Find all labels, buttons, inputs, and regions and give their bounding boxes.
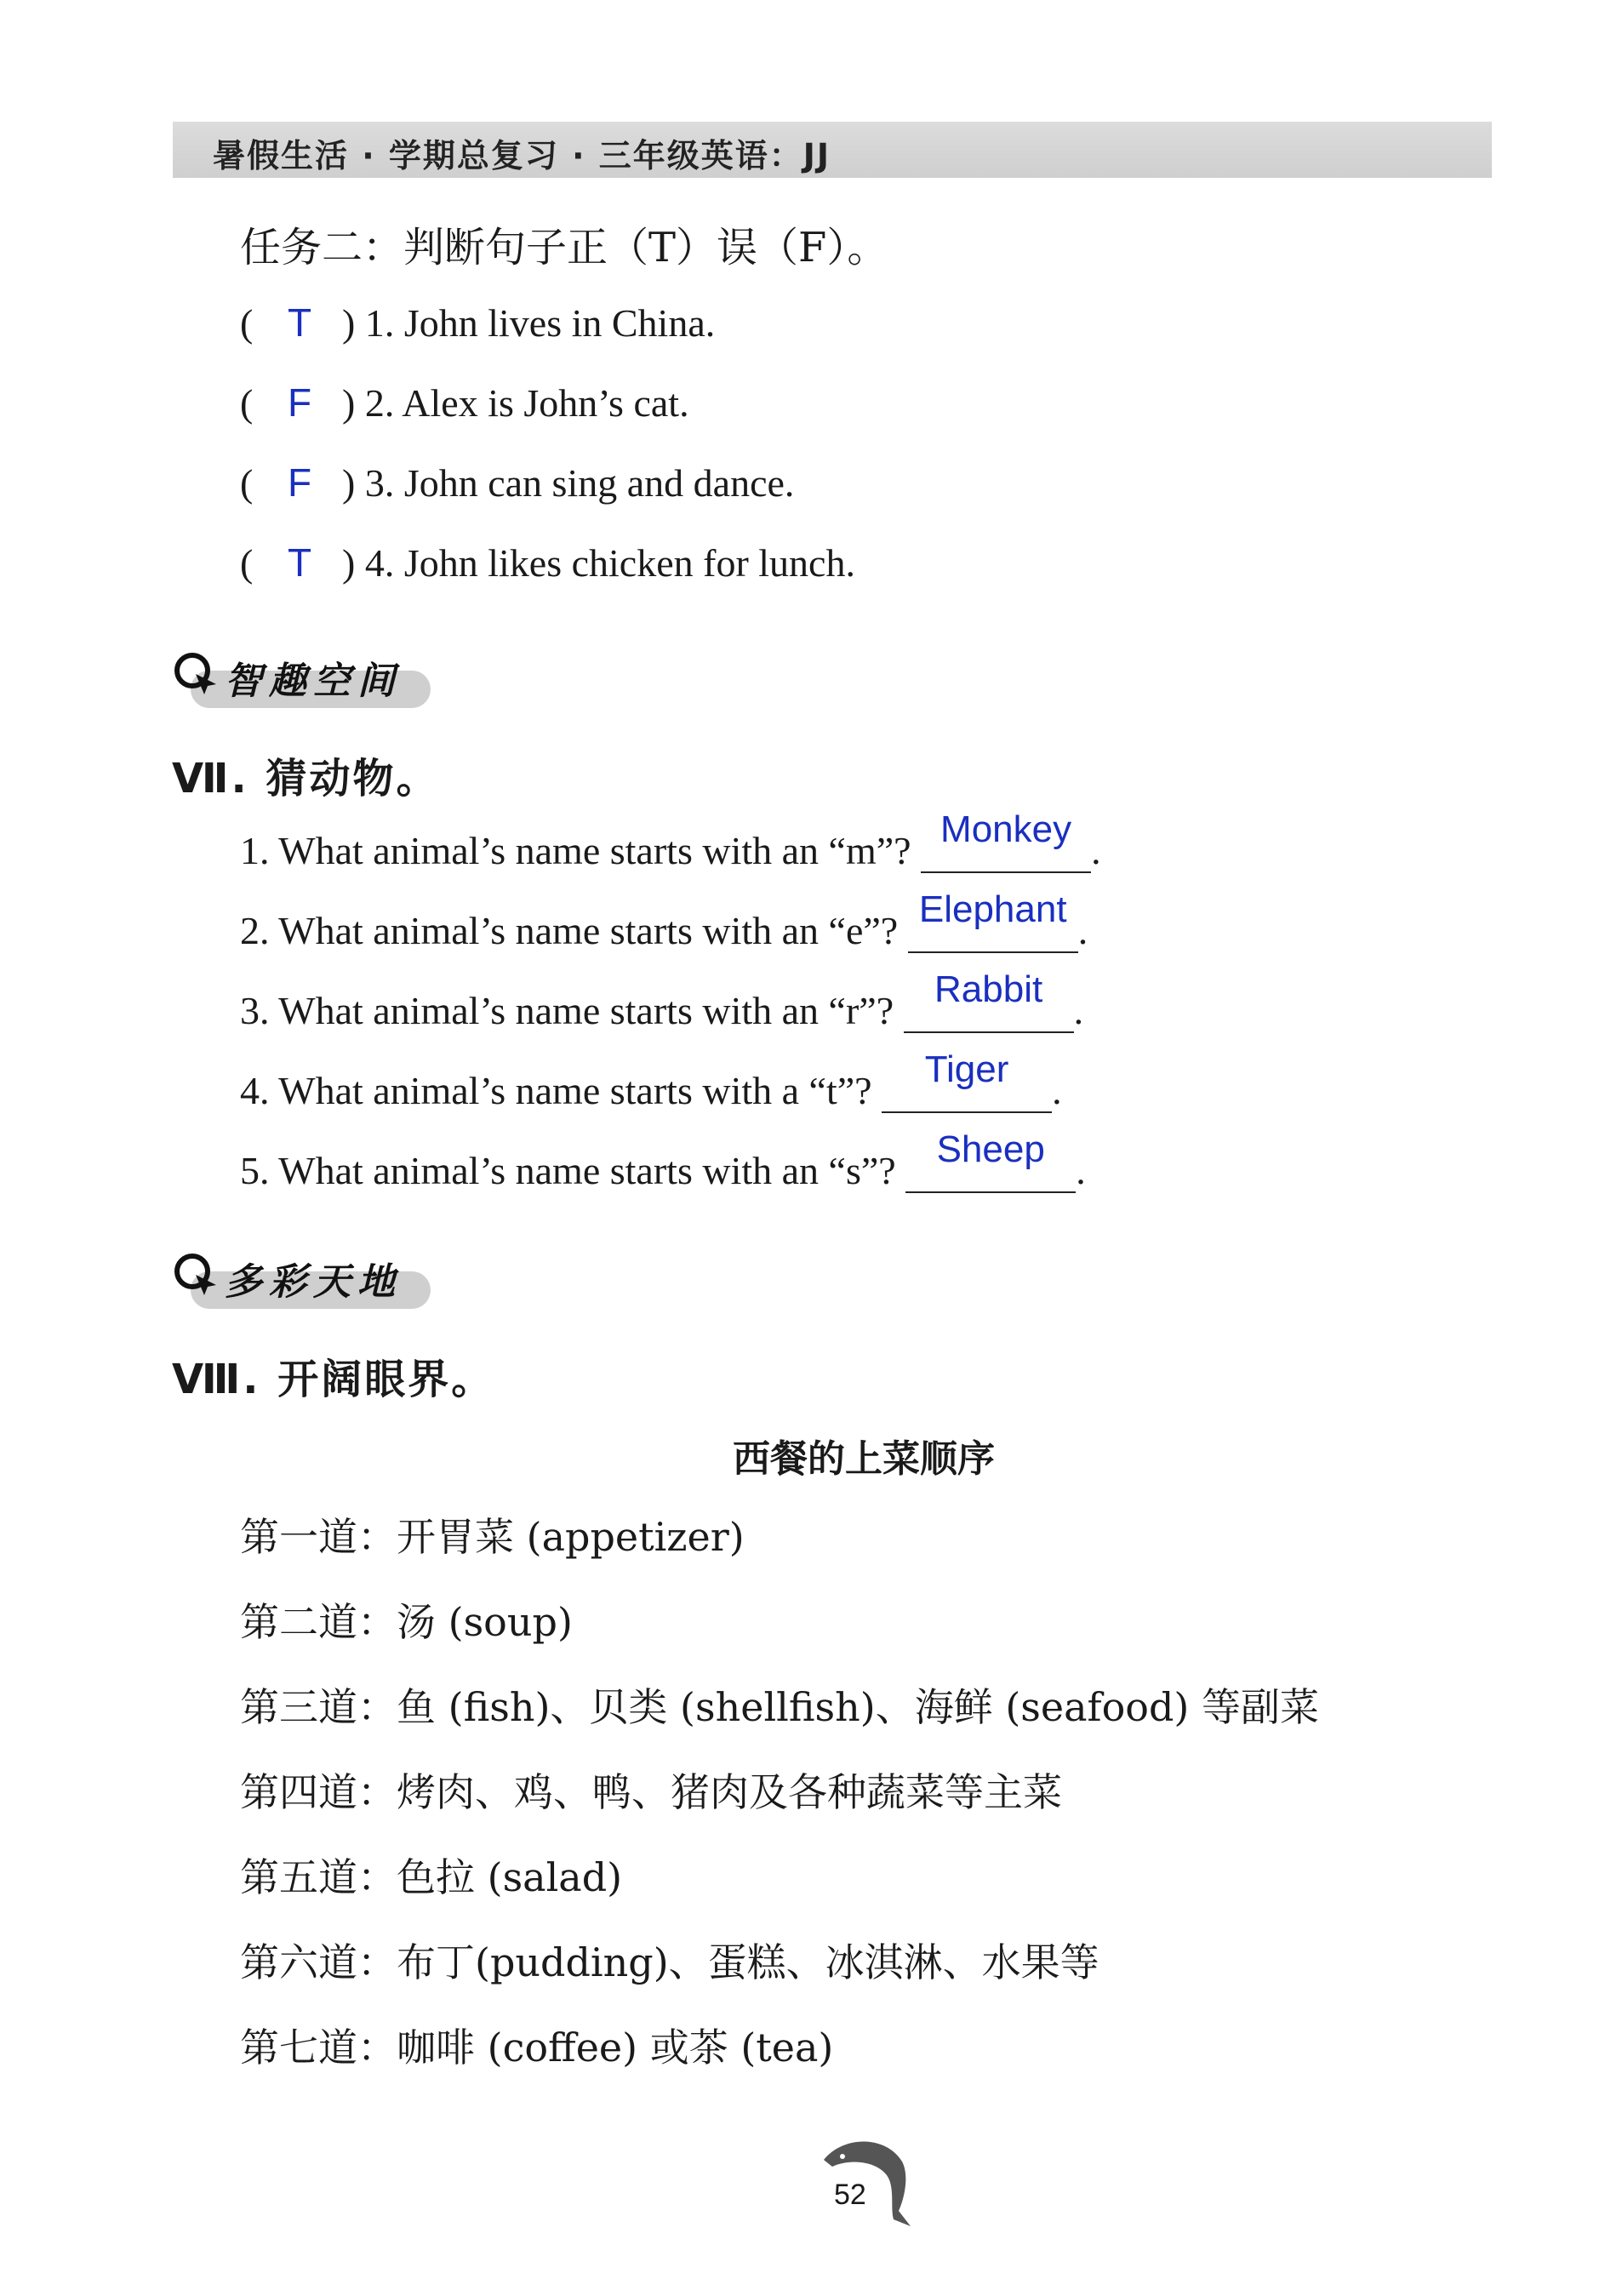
course-item: 第三道：鱼 (fish)、贝类 (shellfish)、海鲜 (seafood) 等副菜: [240, 1684, 1319, 1730]
course-item: 第一道：开胃菜 (appetizer): [240, 1514, 745, 1560]
period: .: [1073, 989, 1084, 1032]
question-row: [240, 1048, 1062, 1113]
answer-text: Rabbit: [934, 968, 1043, 1010]
question-row: [240, 888, 1088, 953]
open-paren: (: [240, 461, 254, 505]
answer-text: Elephant: [918, 888, 1067, 930]
tf-answer: T: [287, 300, 312, 345]
answer-text: Sheep: [936, 1128, 1045, 1170]
dolphin-icon: [817, 2128, 919, 2238]
answer-blank: [908, 888, 1078, 953]
answer-blank: [904, 968, 1074, 1033]
part7-heading: Ⅶ. 猜动物。: [172, 755, 440, 802]
answer-text: Tiger: [924, 1048, 1009, 1090]
tf-item: [240, 540, 855, 591]
course-item: 第七道：咖啡 (coffee) 或茶 (tea): [240, 2025, 834, 2070]
reading-subtitle: 西餐的上菜顺序: [733, 1437, 995, 1481]
question-text: 2. What animal’s name starts with an “e”?: [240, 909, 899, 952]
answer-blank: [921, 808, 1091, 873]
period: .: [1076, 1149, 1086, 1192]
period: .: [1091, 829, 1101, 872]
answer-blank: [882, 1048, 1052, 1113]
section-label: 多彩天地: [225, 1260, 402, 1304]
question-text: 1. What animal’s name starts with an “m”?: [240, 829, 911, 872]
question-row: [240, 968, 1084, 1033]
tf-text: ) 1. John lives in China.: [342, 301, 716, 345]
magnifier-cursor-icon: [170, 1249, 221, 1300]
tf-answer: T: [287, 540, 312, 585]
tf-item: [240, 380, 689, 431]
page-number: 52: [834, 2179, 866, 2211]
tf-item: [240, 460, 794, 511]
tf-item: [240, 300, 715, 351]
tf-text: ) 3. John can sing and dance.: [342, 461, 795, 505]
tf-answer: F: [287, 460, 312, 505]
header-title: 暑假生活 · 学期总复习 · 三年级英语：JJ: [213, 137, 831, 174]
course-item: 第二道：汤 (soup): [240, 1599, 573, 1645]
magnifier-cursor-icon: [170, 648, 221, 700]
period: .: [1077, 909, 1088, 952]
section-banner-duocai: [170, 1244, 434, 1312]
open-paren: (: [240, 541, 254, 585]
course-item: 第五道：色拉 (salad): [240, 1854, 623, 1900]
open-paren: (: [240, 381, 254, 425]
task2-title: 任务二：判断句子正（T）误（F）。: [240, 224, 888, 271]
answer-text: Monkey: [940, 808, 1072, 850]
period: .: [1052, 1069, 1062, 1112]
answer-blank: [905, 1128, 1076, 1193]
section-label: 智趣空间: [225, 660, 402, 703]
open-paren: (: [240, 301, 254, 345]
section-banner-zhiqu: [170, 643, 434, 711]
part8-heading: Ⅷ. 开阔眼界。: [172, 1356, 495, 1403]
question-row: [240, 808, 1101, 873]
question-row: [240, 1128, 1086, 1193]
tf-answer: F: [287, 380, 312, 425]
tf-text: ) 4. John likes chicken for lunch.: [342, 541, 855, 585]
question-text: 5. What animal’s name starts with an “s”?: [240, 1149, 896, 1192]
course-item: 第六道：布丁(pudding)、蛋糕、冰淇淋、水果等: [240, 1939, 1099, 1985]
question-text: 4. What animal’s name starts with a “t”?: [240, 1069, 872, 1112]
tf-text: ) 2. Alex is John’s cat.: [342, 381, 689, 425]
question-text: 3. What animal’s name starts with an “r”?: [240, 989, 894, 1032]
course-item: 第四道：烤肉、鸡、鸭、猪肉及各种蔬菜等主菜: [240, 1769, 1062, 1815]
